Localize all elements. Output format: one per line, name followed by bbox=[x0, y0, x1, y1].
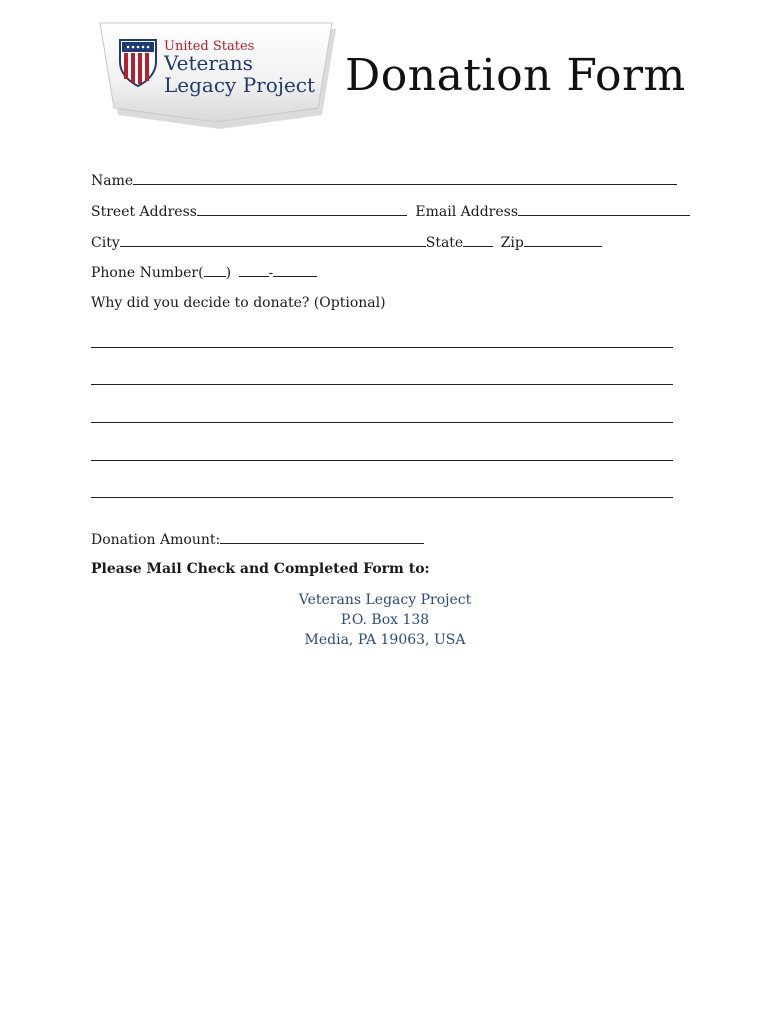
address-line1: Veterans Legacy Project bbox=[298, 592, 472, 608]
reason-line-4[interactable] bbox=[91, 460, 673, 461]
address-line3: Media, PA 19063, USA bbox=[304, 632, 466, 648]
street-address-label: Street Address bbox=[91, 204, 197, 220]
veterans-legacy-project-logo bbox=[96, 20, 336, 130]
phone-dash: - bbox=[268, 265, 274, 281]
name-label: Name bbox=[91, 173, 134, 189]
address-email-row bbox=[91, 202, 690, 221]
state-field[interactable] bbox=[463, 233, 493, 247]
city-field[interactable] bbox=[120, 233, 426, 247]
name-field[interactable] bbox=[133, 171, 677, 185]
donation-amount-row bbox=[91, 530, 424, 549]
logo-line2: Veterans bbox=[164, 51, 253, 75]
reason-line-1[interactable] bbox=[91, 347, 673, 348]
why-donate-label: Why did you decide to donate? (Optional) bbox=[91, 295, 386, 311]
reason-line-2[interactable] bbox=[91, 384, 673, 385]
street-address-field[interactable] bbox=[197, 202, 407, 216]
mailing-address bbox=[91, 590, 679, 650]
reason-line-3[interactable] bbox=[91, 422, 673, 423]
logo-line3: Legacy Project bbox=[164, 73, 316, 97]
phone-area-code-field[interactable] bbox=[204, 263, 226, 277]
mail-instruction: Please Mail Check and Completed Form to: bbox=[91, 561, 430, 577]
city-label: City bbox=[91, 235, 120, 251]
reason-line-5[interactable] bbox=[91, 497, 673, 498]
phone-paren-open: ( bbox=[198, 265, 204, 281]
phone-line-field[interactable] bbox=[273, 263, 317, 277]
page-title: Donation Form bbox=[345, 50, 686, 101]
zip-label: Zip bbox=[500, 235, 524, 251]
phone-row bbox=[91, 263, 317, 282]
email-address-field[interactable] bbox=[518, 202, 690, 216]
donation-amount-label: Donation Amount: bbox=[91, 532, 221, 548]
logo-line1: United States bbox=[164, 39, 255, 54]
why-donate-row bbox=[91, 294, 386, 312]
zip-field[interactable] bbox=[524, 233, 602, 247]
email-address-label: Email Address bbox=[415, 204, 519, 220]
phone-label: Phone Number bbox=[91, 265, 199, 281]
phone-prefix-field[interactable] bbox=[239, 263, 269, 277]
phone-paren-close: ) bbox=[225, 265, 232, 281]
name-row bbox=[91, 171, 677, 190]
state-label: State bbox=[425, 235, 464, 251]
address-line2: P.O. Box 138 bbox=[340, 612, 430, 628]
donation-amount-field[interactable] bbox=[220, 530, 424, 544]
city-state-zip-row bbox=[91, 233, 602, 252]
